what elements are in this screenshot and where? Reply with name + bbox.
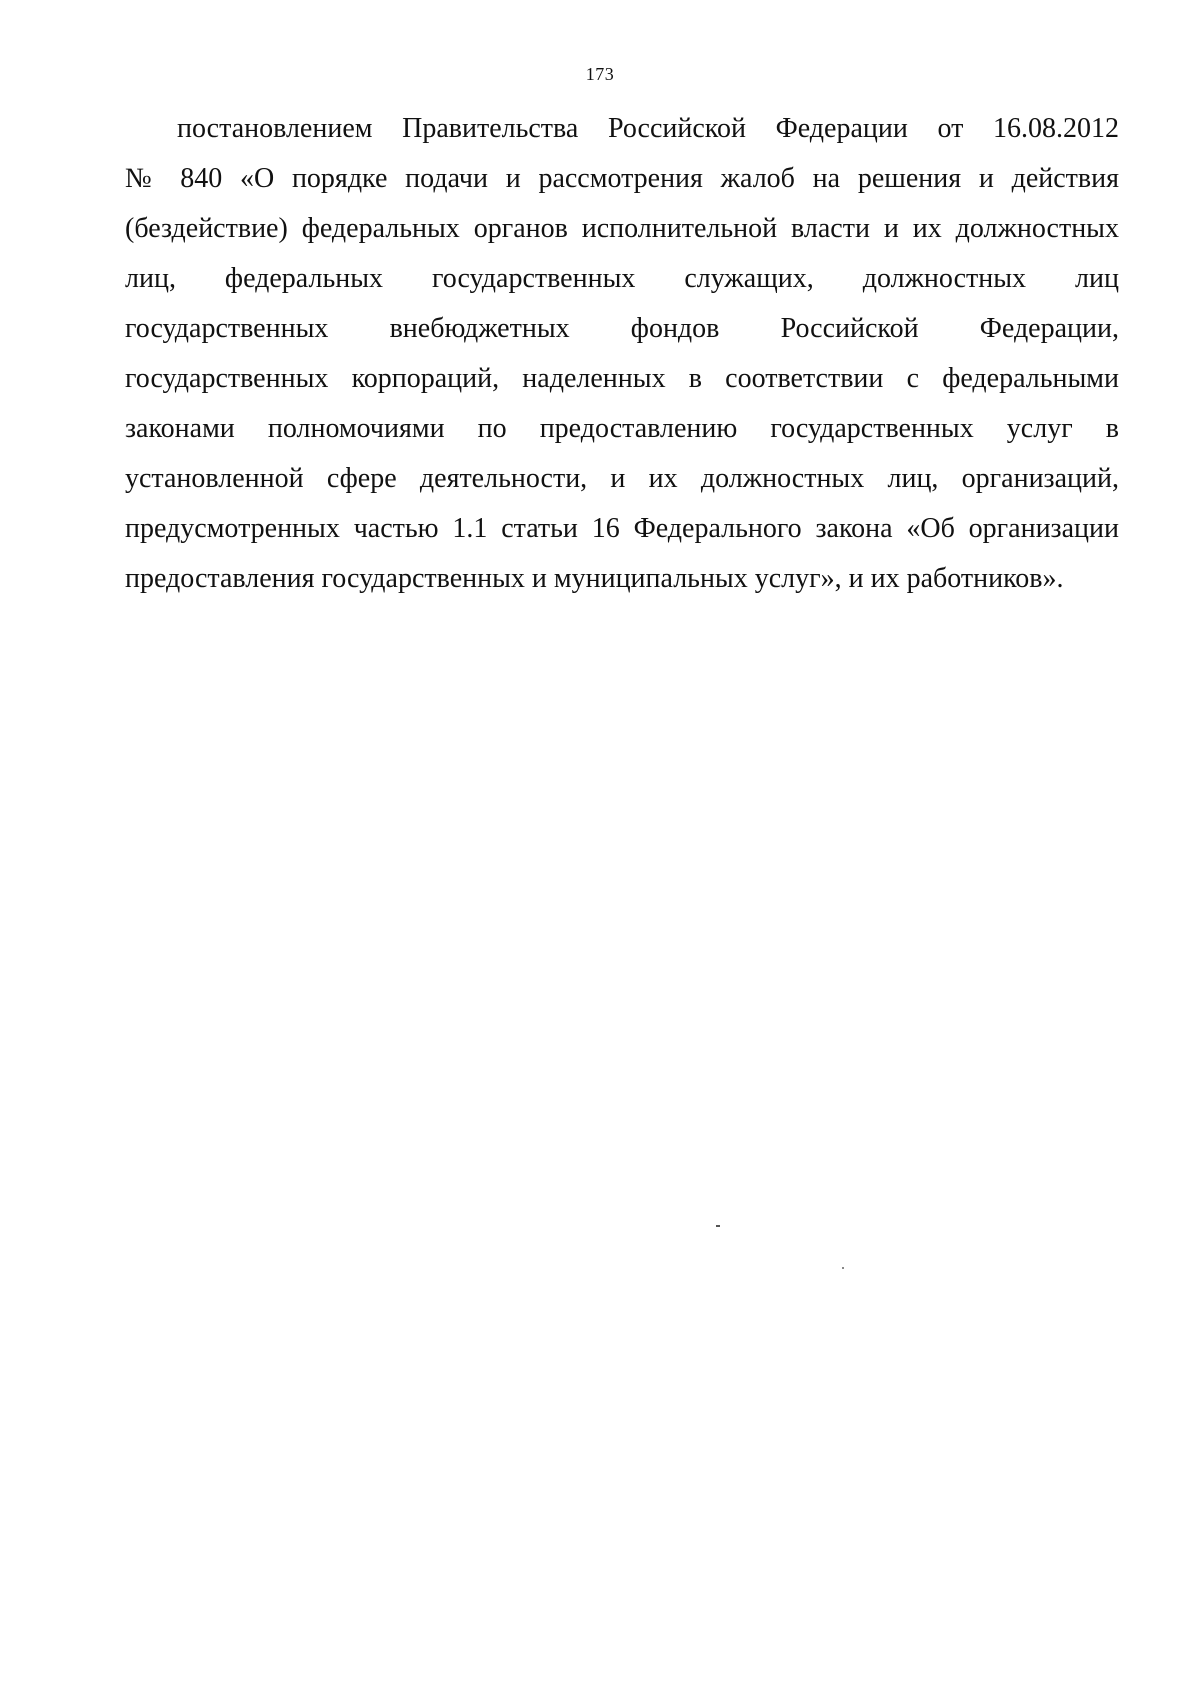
scan-speck xyxy=(716,1225,720,1227)
scan-speck xyxy=(842,1267,844,1269)
text-line: постановлением Правительства Российской Федерации от 16.08.2012 xyxy=(177,113,1119,144)
text-line: лиц, федеральных государственных служащих, должностных лиц xyxy=(125,263,1119,294)
page-number: 173 xyxy=(585,64,615,84)
body-paragraph xyxy=(125,104,1119,604)
text-line: предусмотренных частью 1.1 статьи 16 Федерального закона «Об организации xyxy=(125,513,1119,544)
text-line: установленной сфере деятельности, и их должностных лиц, организаций, xyxy=(125,463,1119,494)
text-line: № 840 «О порядке подачи и рассмотрения жалоб на решения и действия xyxy=(125,163,1119,194)
text-line: законами полномочиями по предоставлению государственных услуг в xyxy=(125,413,1119,444)
text-line: государственных корпораций, наделенных в соответствии с федеральными xyxy=(125,363,1119,394)
text-line: предоставления государственных и муниципальных услуг», и их работников». xyxy=(125,563,1064,594)
text-line: (бездействие) федеральных органов исполнительной власти и их должностных xyxy=(125,213,1119,244)
text-line: государственных внебюджетных фондов Российской Федерации, xyxy=(125,313,1119,344)
